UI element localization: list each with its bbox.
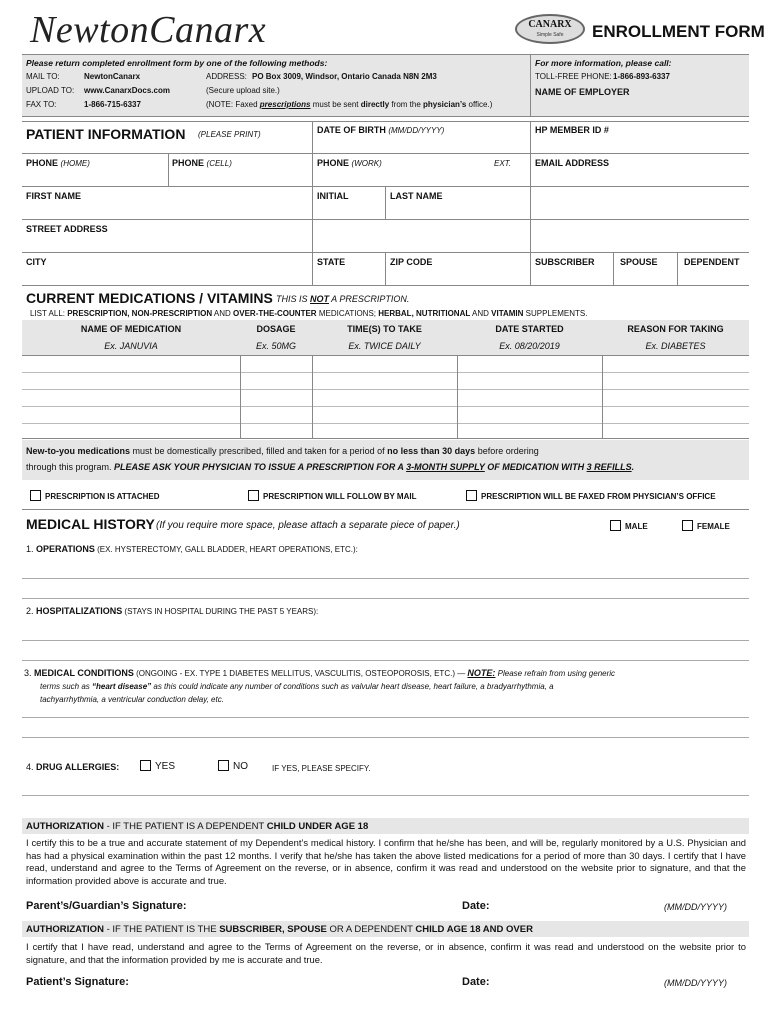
notice-l2-u1: 3-MONTH SUPPLY (406, 462, 485, 472)
list-all-instructions (30, 309, 587, 318)
opt3-label: PRESCRIPTION WILL BE FAXED FROM PHYSICIAN’S OFFICE (481, 492, 716, 501)
q4-num: 4. (26, 762, 34, 772)
list-all-b2: OVER-THE-COUNTER (233, 309, 317, 318)
address-value: PO Box 3009, Windsor, Ontario Canada N8N 2M3 (252, 72, 437, 81)
example-reason: Ex. DIABETES (645, 341, 706, 351)
q3-l2-c: as this could indicate any number of conditions such as valvular heart disease, heart failure, a bradyarrhythmia, a (151, 682, 554, 691)
dob-field[interactable] (317, 125, 444, 135)
notice-l2-a: through this program. (26, 462, 115, 472)
notice-l1-e: before ordering (475, 446, 539, 456)
answer-line[interactable] (22, 717, 749, 718)
list-all-b4: VITAMIN (491, 309, 524, 318)
auth2-title-m2: OR A DEPENDENT (326, 924, 416, 935)
auth2-title-b: AUTHORIZATION (26, 924, 104, 935)
medication-row[interactable] (22, 389, 749, 390)
street-address-field[interactable]: STREET ADDRESS (26, 224, 108, 234)
patient-info-heading: PATIENT INFORMATION (26, 126, 186, 142)
female-option[interactable] (682, 520, 730, 531)
notice-l2-b: PLEASE ASK YOUR PHYSICIAN TO ISSUE A PRESCRIPTION FOR A (114, 462, 407, 472)
guardian-signature-label: Parent’s/Guardian’s Signature: (26, 900, 187, 912)
tollfree-value: 1-866-893-6337 (613, 72, 670, 81)
answer-line[interactable] (22, 578, 749, 579)
q2-num: 2. (26, 606, 34, 616)
option-rx-attached[interactable] (30, 490, 160, 501)
q1-t: (EX. HYSTERECTOMY, GALL BLADDER, HEART OPERATIONS, ETC.): (94, 545, 358, 554)
fax-note-word: prescriptions (259, 100, 311, 109)
auth2-title-b2: SUBSCRIBER, SPOUSE (219, 924, 327, 935)
q3-num: 3. (24, 668, 32, 678)
not-rx-not: NOT (310, 294, 330, 304)
answer-line[interactable] (22, 640, 749, 641)
male-option[interactable] (610, 520, 648, 531)
checkbox[interactable] (218, 760, 229, 771)
hp-member-field[interactable]: HP MEMBER ID # (535, 125, 609, 135)
allergies-question (26, 762, 119, 772)
answer-line[interactable] (22, 598, 749, 599)
list-all-m2: MEDICATIONS; (316, 309, 379, 318)
medication-row[interactable] (22, 423, 749, 424)
operations-question (26, 544, 358, 554)
notice-line2 (26, 462, 634, 472)
fax-note (206, 100, 492, 109)
zip-field[interactable]: ZIP CODE (390, 257, 433, 267)
auth2-title-b3: CHILD AGE 18 AND OVER (415, 924, 533, 935)
fax-note-from: from the (389, 100, 423, 109)
q2-t: (STAYS IN HOSPITAL DURING THE PAST 5 YEARS): (122, 607, 319, 616)
auth1-title-m: - IF THE PATIENT IS A DEPENDENT (103, 821, 267, 832)
auth2-date-label: Date: (462, 976, 490, 988)
medical-history-heading: MEDICAL HISTORY (26, 516, 155, 532)
fax-note-mid: must be sent (310, 100, 361, 109)
auth2-date-field[interactable] (500, 974, 650, 990)
upload-note: (Secure upload site.) (206, 86, 280, 95)
form-title: ENROLLMENT FORM (592, 22, 765, 41)
q3-t: (ONGOING - EX. TYPE 1 DIABETES MELLITUS, VASCULITIS, OSTEOPOROSIS, ETC.) — (133, 669, 468, 678)
not-rx-prefix: THIS IS (276, 294, 311, 304)
fax-note-end: office.) (466, 100, 493, 109)
phone-label: PHONE (26, 158, 59, 168)
upload-value[interactable]: www.CanarxDocs.com (84, 86, 170, 95)
q3-l2-a: terms such as (40, 682, 93, 691)
fax-note-prefix: (NOTE: Faxed (206, 100, 260, 109)
opt1-label: PRESCRIPTION IS ATTACHED (45, 492, 160, 501)
work-label: (WORK) (351, 159, 382, 168)
option-rx-fax[interactable] (466, 490, 716, 501)
conditions-question (24, 668, 615, 678)
option-rx-mail[interactable] (248, 490, 416, 501)
logo-line1: CANARX (528, 19, 572, 30)
first-name-field[interactable]: FIRST NAME (26, 191, 81, 201)
yes-label: YES (155, 761, 176, 772)
initial-field[interactable]: INITIAL (317, 191, 349, 201)
checkbox[interactable] (140, 760, 151, 771)
phone-work-field[interactable] (317, 158, 382, 168)
notice-l2-c: OF MEDICATION WITH (484, 462, 587, 472)
medical-history-note: (If you require more space, please attach a separate piece of paper.) (156, 520, 460, 531)
notice-l1-b: New-to-you medications (26, 446, 131, 456)
patient-signature-field[interactable] (150, 974, 450, 990)
female-label: FEMALE (697, 522, 730, 531)
notice-l1-m: must be domestically prescribed, filled and taken for a period of (130, 446, 388, 456)
q2-b: HOSPITALIZATIONS (36, 606, 123, 616)
canarx-logo (515, 14, 585, 44)
auth1-title (26, 821, 368, 832)
allergies-specify: IF YES, PLEASE SPECIFY. (272, 764, 371, 773)
dependent-option[interactable]: DEPENDENT (684, 257, 740, 267)
city-field[interactable]: CITY (26, 257, 47, 267)
auth2-body: I certify that I have read, understand and agree to the Terms of Agreement on the reverse, or in absence, confirm it was read and understood on the website prior to signature, and that the information provided by me is accurate and true. (26, 941, 746, 965)
patient-signature-label: Patient’s Signature: (26, 976, 129, 988)
mail-label: MAIL TO: (26, 72, 60, 81)
auth2-date-format: (MM/DD/YYYY) (664, 978, 727, 988)
phone-label: PHONE (317, 158, 350, 168)
q3-l2-b: “heart disease” (92, 682, 152, 691)
notice-line1 (26, 446, 539, 456)
mail-value: NewtonCanarx (84, 72, 141, 81)
return-intro: Please return completed enrollment form by one of the following methods: (26, 58, 328, 68)
col-dosage: DOSAGE (256, 324, 296, 334)
conditions-line2 (40, 682, 554, 691)
fax-label: FAX TO: (26, 100, 57, 109)
notice-l1-b2: no less than 30 days (387, 446, 476, 456)
q4-b: DRUG ALLERGIES: (36, 762, 120, 772)
col-reason: REASON FOR TAKING (627, 324, 724, 334)
list-all-prefix: LIST ALL: (30, 309, 68, 318)
list-all-b1: PRESCRIPTION, NON-PRESCRIPTION (67, 309, 213, 318)
spouse-option[interactable]: SPOUSE (620, 257, 658, 267)
upload-label: UPLOAD TO: (26, 86, 75, 95)
no-label: NO (233, 761, 248, 772)
not-rx-suffix: A PRESCRIPTION. (329, 294, 410, 304)
tollfree-label: TOLL-FREE PHONE: (535, 72, 612, 81)
state-field[interactable]: STATE (317, 257, 346, 267)
col-medication-name: NAME OF MEDICATION (80, 324, 182, 334)
subscriber-option[interactable]: SUBSCRIBER (535, 257, 595, 267)
please-print: (PLEASE PRINT) (198, 130, 261, 139)
phone-home-field[interactable] (26, 158, 90, 168)
auth1-title-b2: CHILD UNDER AGE 18 (266, 821, 369, 832)
checkbox[interactable] (248, 490, 259, 501)
last-name-field[interactable]: LAST NAME (390, 191, 443, 201)
email-field[interactable]: EMAIL ADDRESS (535, 158, 610, 168)
list-all-m3: AND (470, 309, 492, 318)
conditions-line3: tachyarrhythmia, a ventricular conduction delay, etc. (40, 695, 224, 704)
allergies-no[interactable] (218, 760, 248, 772)
brand-logo-text: NewtonCanarx (30, 9, 267, 51)
hospitalizations-question (26, 606, 318, 616)
auth2-title (26, 924, 533, 935)
home-label: (HOME) (60, 159, 90, 168)
answer-line[interactable] (22, 795, 749, 796)
cell-label: (CELL) (206, 159, 232, 168)
not-prescription-note (276, 294, 409, 304)
auth1-body: I certify this to be a true and accurate statement of my Dependent’s medical history. I confirm that he/she has been, and will be, regularly monitored by a U.S. Physician and has had a physical examination within the past 12 months. I verify that he/she has taken the above listed medications for a period of more than 30 days. I certify that I have read, understand and agree to the Terms of Agreement on the reverse, or in absence, confirm it was read and understood on the website prior to signature, and that the information provided above is accurate and true. (26, 837, 746, 886)
list-all-m1: AND (212, 309, 234, 318)
answer-line[interactable] (22, 660, 749, 661)
address-label: ADDRESS: (206, 72, 247, 81)
dob-label: DATE OF BIRTH (317, 125, 386, 135)
list-all-m4: SUPPLEMENTS. (523, 309, 588, 318)
allergies-yes[interactable] (140, 760, 175, 772)
medications-heading: CURRENT MEDICATIONS / VITAMINS (26, 290, 273, 306)
fax-note-physician: physician’s (423, 100, 467, 109)
fax-value: 1-866-715-6337 (84, 100, 141, 109)
logo-line2: Simple Safe (536, 32, 564, 38)
col-times: TIME(S) TO TAKE (347, 324, 422, 334)
auth1-date-field[interactable] (500, 898, 650, 914)
employer-label: NAME OF EMPLOYER (535, 87, 630, 97)
q3-note: NOTE: (467, 668, 496, 678)
medication-row[interactable] (22, 372, 749, 373)
male-label: MALE (625, 522, 648, 531)
answer-line[interactable] (22, 737, 749, 738)
medication-row[interactable] (22, 406, 749, 407)
auth1-date-label: Date: (462, 900, 490, 912)
notice-l2-d: . (631, 462, 635, 472)
example-medication: Ex. JANUVIA (104, 341, 158, 351)
fax-note-directly: directly (360, 100, 390, 109)
example-times: Ex. TWICE DAILY (348, 341, 421, 351)
example-dosage: Ex. 50MG (255, 341, 296, 351)
more-info-text: For more information, please call: (535, 58, 672, 68)
notice-l2-u2: 3 REFILLS (586, 462, 632, 472)
col-date-started: DATE STARTED (495, 324, 564, 334)
opt2-label: PRESCRIPTION WILL FOLLOW BY MAIL (263, 492, 417, 501)
list-all-b3: HERBAL, NUTRITIONAL (378, 309, 471, 318)
ext-field[interactable]: EXT. (494, 159, 512, 168)
phone-label: PHONE (172, 158, 205, 168)
auth1-title-b: AUTHORIZATION (26, 821, 104, 832)
guardian-signature-field[interactable] (210, 898, 450, 914)
q3-note-t: Please refrain from using generic (495, 669, 616, 678)
auth1-date-format: (MM/DD/YYYY) (664, 902, 727, 912)
q1-num: 1. (26, 544, 34, 554)
checkbox[interactable] (466, 490, 477, 501)
checkbox[interactable] (682, 520, 693, 531)
auth2-title-m: - IF THE PATIENT IS THE (103, 924, 220, 935)
q3-b: MEDICAL CONDITIONS (34, 668, 134, 678)
example-date: Ex. 08/20/2019 (499, 341, 560, 351)
phone-cell-field[interactable] (172, 158, 232, 168)
dob-format: (MM/DD/YYYY) (388, 126, 445, 135)
checkbox[interactable] (610, 520, 621, 531)
checkbox[interactable] (30, 490, 41, 501)
q1-b: OPERATIONS (36, 544, 95, 554)
